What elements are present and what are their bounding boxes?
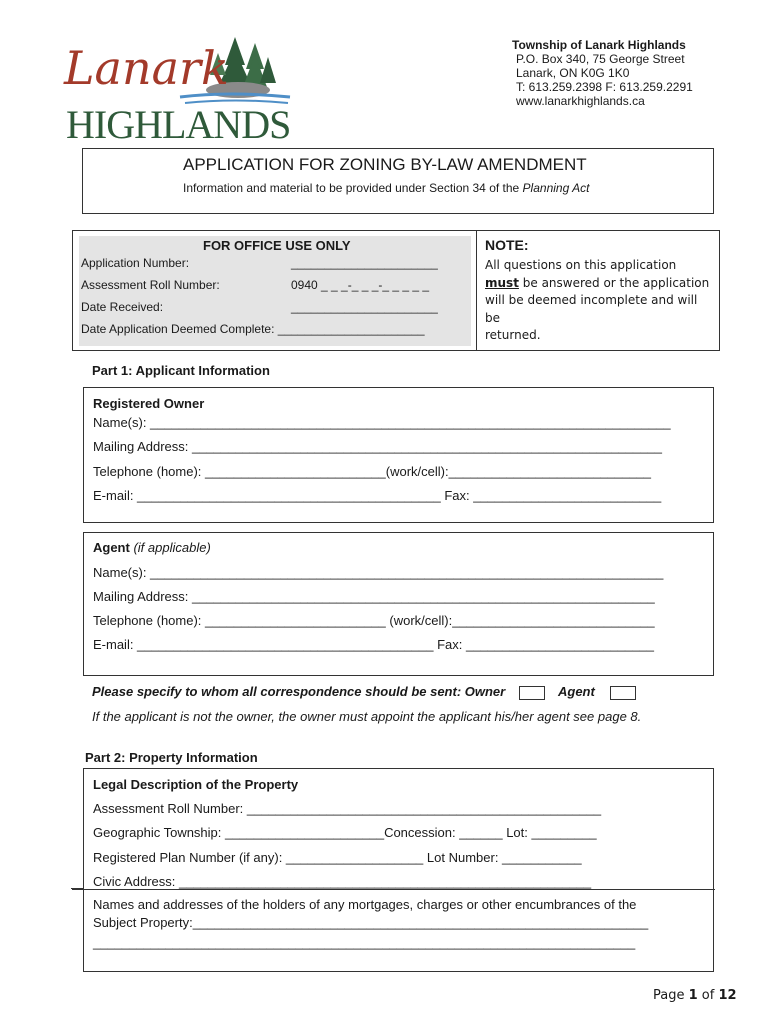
note-line-1: All questions on this application — [485, 258, 677, 272]
agent-heading-note: (if applicable) — [129, 540, 211, 555]
agent-option-label: Agent — [558, 684, 595, 699]
office-use-heading: FOR OFFICE USE ONLY — [203, 238, 351, 253]
org-name: Township of Lanark Highlands — [512, 38, 686, 52]
registered-plan-field[interactable]: Registered Plan Number (if any): ___________________ Lot Number: ___________ — [93, 850, 582, 865]
phone-fax: T: 613.259.2398 F: 613.259.2291 — [516, 80, 693, 94]
registered-owner-heading: Registered Owner — [93, 396, 205, 411]
page-subtitle — [183, 181, 589, 195]
registered-owner-section — [83, 387, 714, 523]
owner-names-field[interactable]: Name(s): ________________________________________________________________________ — [93, 415, 671, 430]
part1-heading: Part 1: Applicant Information — [92, 363, 270, 378]
address-line-1: P.O. Box 340, 75 George Street — [516, 52, 685, 66]
property-roll-field[interactable]: Assessment Roll Number: _________________________________________________ — [93, 801, 602, 816]
agent-section — [83, 532, 714, 676]
owner-mailing-field[interactable]: Mailing Address: _________________________________________________________________ — [93, 439, 662, 454]
page-current: 1 — [688, 988, 698, 1003]
agent-email-field[interactable]: E-mail: _________________________________________ Fax: __________________________ — [93, 637, 654, 652]
note-must: must — [485, 275, 519, 290]
logo-script-text: Lanark — [64, 41, 229, 95]
note-line-2-rest: be answered or the application — [518, 275, 710, 290]
owner-appoint-note: If the applicant is not the owner, the owner must appoint the applicant his/her agent see page 8. — [92, 709, 642, 724]
township-concession-lot-field[interactable]: Geographic Township: ______________________Concession: ______ Lot: _________ — [93, 825, 597, 840]
date-received-label: Date Received: — [81, 300, 164, 314]
website-link[interactable]: www.lanarkhighlands.ca — [516, 94, 645, 108]
subject-property-field[interactable]: Subject Property:_______________________________________________________________ — [93, 915, 649, 930]
owner-email-field[interactable]: E-mail: __________________________________________ Fax: __________________________ — [93, 488, 662, 503]
note-heading: NOTE: — [485, 237, 529, 253]
legal-description-heading: Legal Description of the Property — [93, 777, 299, 792]
township-logo — [60, 35, 295, 147]
agent-heading — [93, 540, 211, 555]
civic-address-field[interactable]: Civic Address: _________________________________________________________ — [93, 874, 592, 889]
subtitle-act: Planning Act — [522, 181, 590, 195]
agent-mailing-field[interactable]: Mailing Address: ________________________________________________________________ — [93, 589, 655, 604]
owner-telephone-field[interactable]: Telephone (home): _________________________(work/cell):____________________________ — [93, 464, 652, 479]
application-number-field[interactable]: ______________________ — [291, 256, 438, 270]
correspondence-question — [92, 684, 636, 700]
agent-heading-label: Agent — [93, 540, 130, 555]
note-line-2 — [485, 275, 715, 293]
mortgage-question: Names and addresses of the holders of any mortgages, charges or other encumbrances of the — [93, 897, 637, 912]
address-line-2: Lanark, ON K0G 1K0 — [516, 66, 630, 80]
date-received-field[interactable]: ______________________ — [291, 300, 438, 314]
correspondence-text: Please specify to whom all correspondence should be sent: Owner — [92, 684, 506, 699]
header-address — [512, 38, 752, 108]
page-title: APPLICATION FOR ZONING BY-LAW AMENDMENT — [183, 155, 587, 174]
part2-heading: Part 2: Property Information — [85, 750, 258, 765]
logo-highlands-text: HIGHLANDS — [66, 102, 291, 147]
note-text — [485, 257, 715, 345]
page-of: of — [697, 988, 719, 1003]
legal-description-section — [83, 768, 714, 972]
office-note-box — [72, 230, 720, 351]
subtitle-text: Information and material to be provided under Section 34 of the — [183, 181, 523, 195]
page-prefix: Page — [653, 988, 689, 1003]
agent-names-field[interactable]: Name(s): _______________________________________________________________________ — [93, 565, 664, 580]
page-number — [653, 988, 737, 1003]
page-total: 12 — [718, 988, 737, 1003]
title-box — [82, 148, 714, 214]
mortgage-divider-left — [71, 888, 84, 889]
vertical-divider — [476, 231, 477, 350]
application-number-label: Application Number: — [81, 256, 190, 270]
roll-number-field[interactable]: 0940 _ _ _-_ _ _-_ _ _ _ _ — [291, 278, 430, 292]
agent-checkbox[interactable] — [610, 686, 636, 700]
note-line-3: will be deemed incomplete and will be — [485, 293, 698, 325]
mortgage-divider — [72, 889, 715, 890]
agent-telephone-field[interactable]: Telephone (home): _________________________ (work/cell):____________________________ — [93, 613, 655, 628]
mortgage-extra-line[interactable]: ___________________________________________________________________________ — [93, 935, 636, 950]
roll-number-label: Assessment Roll Number: — [81, 278, 220, 292]
note-line-4: returned. — [485, 328, 541, 342]
deemed-complete-field[interactable]: Date Application Deemed Complete: ______________________ — [81, 322, 425, 336]
owner-checkbox[interactable] — [519, 686, 545, 700]
